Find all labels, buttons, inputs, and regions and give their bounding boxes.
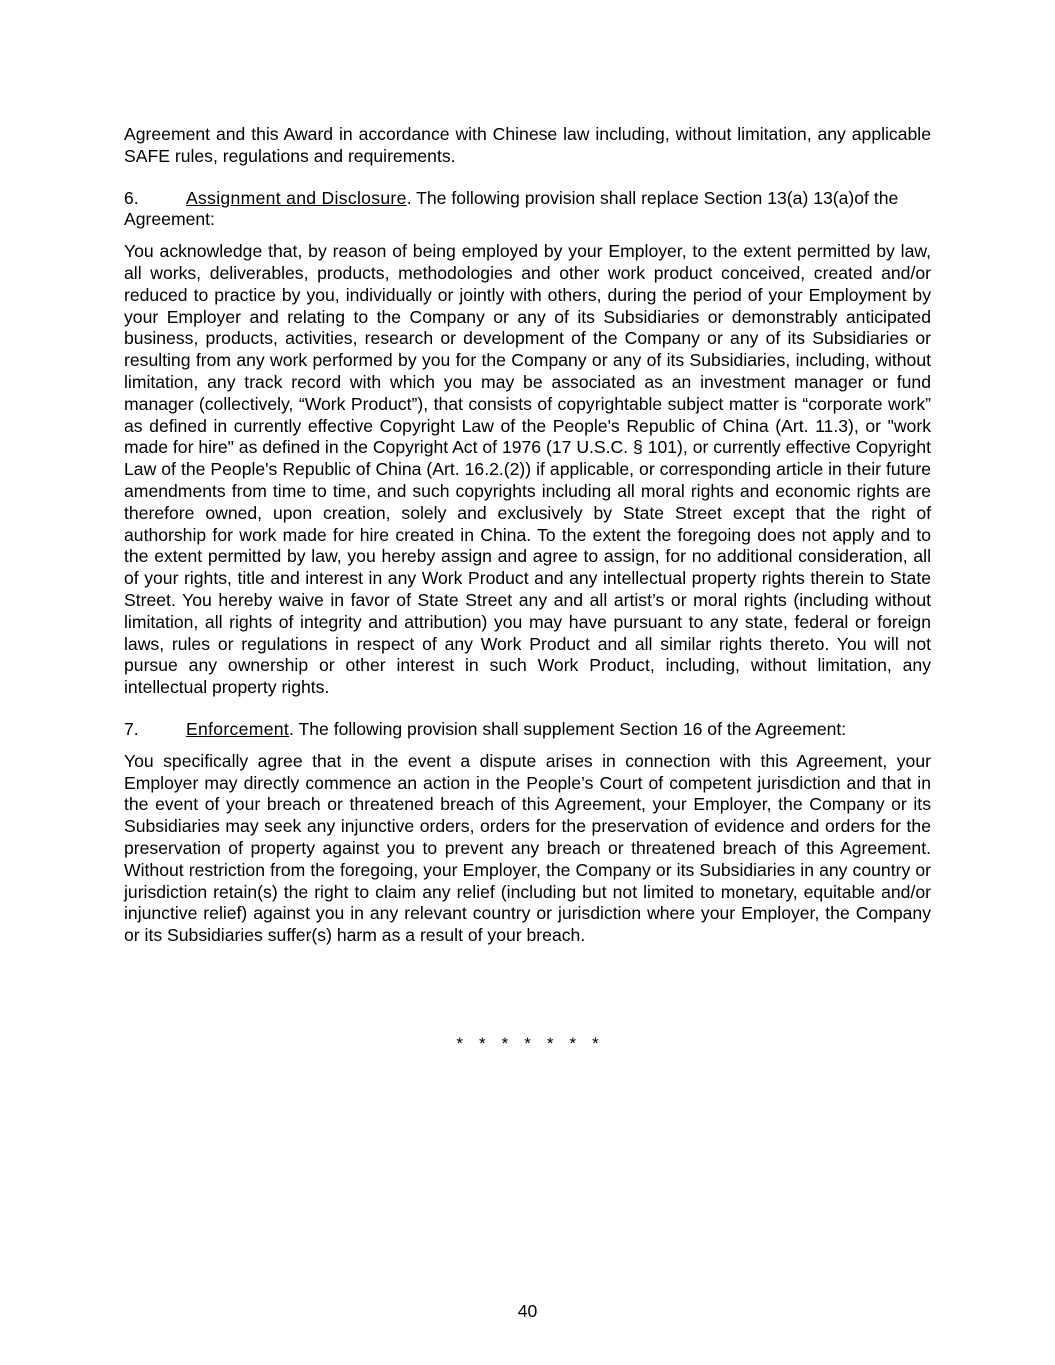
intro-paragraph: Agreement and this Award in accordance with Chinese law including, without limitation, any applicable SAFE rules, regulations and requirements. xyxy=(124,124,931,166)
asterisk: * xyxy=(524,1034,531,1053)
section-6-lead: . The following provision shall replace Section 13(a) 13(a)of the Agreement: xyxy=(124,187,899,230)
section-7-lead: . The following provision shall supplement Section 16 of the Agreement: xyxy=(289,718,847,739)
asterisk: * xyxy=(546,1034,554,1053)
asterisk: * xyxy=(569,1034,577,1053)
page-number: 40 xyxy=(517,1301,538,1321)
section-6-title: Assignment and Disclosure xyxy=(186,187,407,208)
section-6-heading xyxy=(124,188,931,232)
asterisk: * xyxy=(501,1034,509,1053)
asterisk: * xyxy=(592,1034,599,1053)
end-of-document-marker xyxy=(0,1034,1055,1054)
asterisk: * xyxy=(478,1034,486,1053)
section-6-body: You acknowledge that, by reason of being employed by your Employer, to the extent permitted by law, all works, deliverables, products, methodologies and other work product conceived, created and/or reduced to practice by you, individually or jointly with others, during the period of your Employment by your Employer and relating to the Company or any of its Subsidiaries or demonstrably anticipated business, products, activities, research or development of the Company or any of its Subsidiaries or resulting from any work performed by you for the Company or any of its Subsidiaries, including, without limitation, any track record with which you may be associated as an investment manager or fund manager (collectively, “Work Product”), that consists of copyrightable subject matter is “corporate work” as defined in currently effective Copyright Law of the People's Republic of China (Art. 11.3), or "work made for hire" as defined in the Copyright Act of 1976 (17 U.S.C. § 101), or currently effective Copyright Law of the People's Republic of China (Art. 16.2.(2)) if applicable, or corresponding article in their future amendments from time to time, and such copyrights including all moral rights and economic rights are therefore owned, upon creation, solely and exclusively by State Street except that the right of authorship for work made for hire created in China. To the extent the foregoing does not apply and to the extent permitted by law, you hereby assign and agree to assign, for no additional consideration, all of your rights, title and interest in any Work Product and any intellectual property rights therein to State Street. You hereby waive in favor of State Street any and all artist’s or moral rights (including without limitation, all rights of integrity and attribution) you may have pursuant to any state, federal or foreign laws, rules or regulations in respect of any Work Product and all similar rights thereto. You will not pursue any ownership or other interest in such Work Product, including, without limitation, any intellectual property rights. xyxy=(124,241,931,698)
section-7-number: 7. xyxy=(124,718,139,739)
asterisk: * xyxy=(456,1034,463,1053)
section-6-number: 6. xyxy=(124,187,139,208)
document-page xyxy=(124,124,931,947)
section-7-title: Enforcement xyxy=(186,718,290,739)
section-7-body: You specifically agree that in the event a dispute arises in connection with this Agreement, your Employer may directly commence an action in the People’s Court of competent jurisdiction and that in the event of your breach or threatened breach of this Agreement, your Employer, the Company or its Subsidiaries may seek any injunctive orders, orders for the preservation of evidence and orders for the preservation of property against you to prevent any breach or threatened breach of this Agreement. Without restriction from the foregoing, your Employer, the Company or its Subsidiaries in any country or jurisdiction retain(s) the right to claim any relief (including but not limited to monetary, equitable and/or injunctive relief) against you in any relevant country or jurisdiction where your Employer, the Company or its Subsidiaries suffer(s) harm as a result of your breach. xyxy=(124,750,931,946)
section-7-heading xyxy=(124,719,931,741)
